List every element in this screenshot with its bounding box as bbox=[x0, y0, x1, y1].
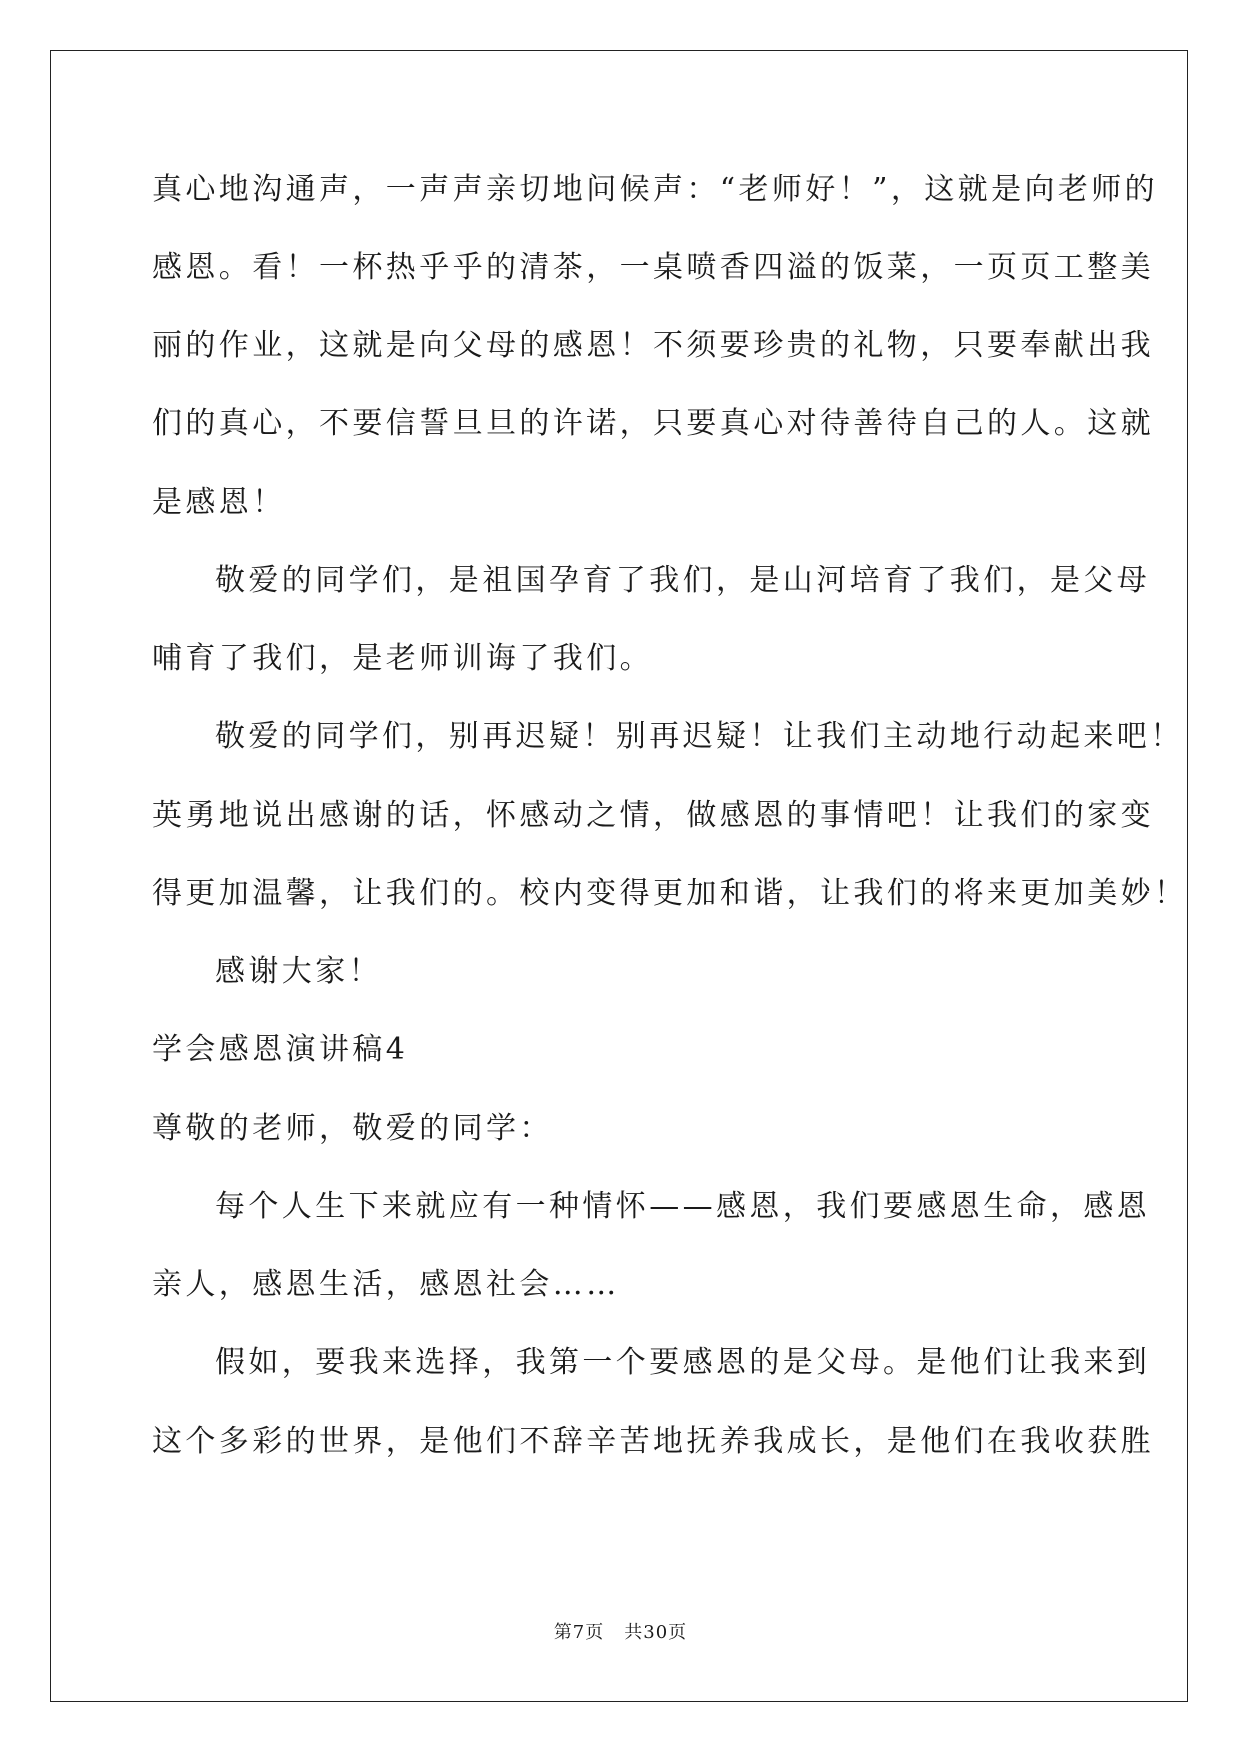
page-total: 共30页 bbox=[624, 1622, 688, 1643]
body-line: 这个多彩的世界，是他们不辞辛苦地抚养我成长，是他们在我收获胜 bbox=[152, 1424, 1154, 1459]
body-line: 假如，要我来选择，我第一个要感恩的是父母。是他们让我来到 bbox=[215, 1345, 1151, 1380]
body-line: 每个人生下来就应有一种情怀——感恩，我们要感恩生命，感恩 bbox=[215, 1189, 1151, 1224]
section-heading: 学会感恩演讲稿4 bbox=[152, 1032, 409, 1067]
body-line: 敬爱的同学们，是祖国孕育了我们，是山河培育了我们，是父母 bbox=[215, 563, 1151, 598]
page-footer bbox=[0, 1621, 1241, 1645]
salutation: 尊敬的老师，敬爱的同学： bbox=[152, 1111, 553, 1146]
body-line: 是感恩！ bbox=[152, 485, 286, 520]
body-line: 感谢大家！ bbox=[215, 954, 382, 989]
body-line: 们的真心，不要信誓旦旦的许诺，只要真心对待善待自己的人。这就 bbox=[152, 406, 1154, 441]
body-line: 哺育了我们，是老师训诲了我们。 bbox=[152, 641, 653, 676]
body-line: 英勇地说出感谢的话，怀感动之情，做感恩的事情吧！让我们的家变 bbox=[152, 798, 1154, 833]
body-line: 敬爱的同学们，别再迟疑！别再迟疑！让我们主动地行动起来吧！ bbox=[215, 719, 1184, 754]
body-line: 感恩。看！一杯热乎乎的清茶，一桌喷香四溢的饭菜，一页页工整美 bbox=[152, 250, 1154, 285]
body-line: 得更加温馨，让我们的。校内变得更加和谐，让我们的将来更加美妙！ bbox=[152, 876, 1188, 911]
body-line: 亲人，感恩生活，感恩社会…… bbox=[152, 1267, 620, 1302]
body-line: 真心地沟通声，一声声亲切地问候声：“老师好！”，这就是向老师的 bbox=[152, 172, 1159, 207]
page-number: 第7页 bbox=[553, 1622, 605, 1643]
body-line: 丽的作业，这就是向父母的感恩！不须要珍贵的礼物，只要奉献出我 bbox=[152, 328, 1154, 363]
